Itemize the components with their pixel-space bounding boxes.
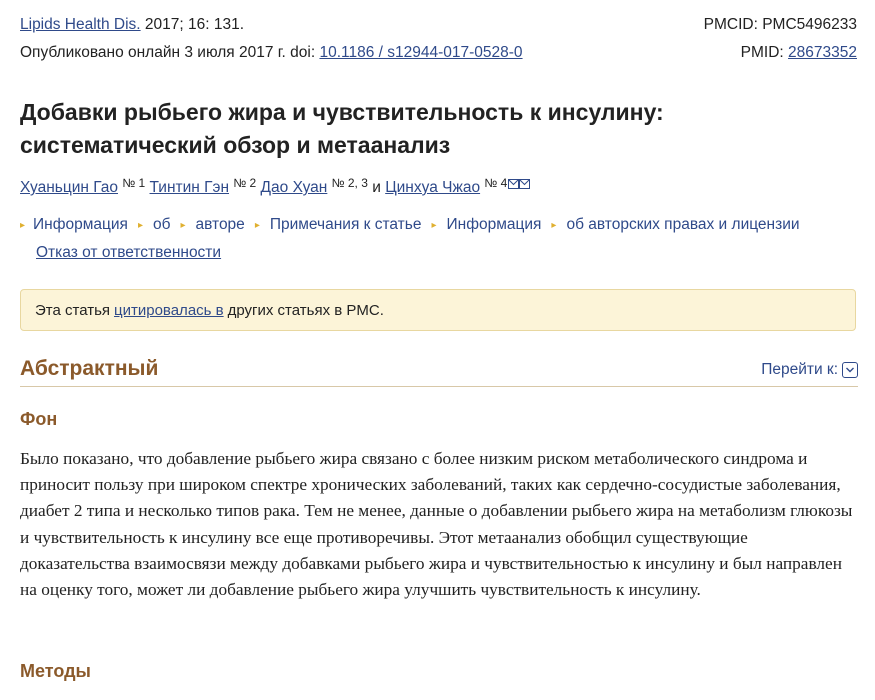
author-link[interactable]: Цинхуа Чжао bbox=[385, 179, 481, 196]
info-link[interactable]: об bbox=[152, 216, 171, 233]
author-link[interactable]: Дао Хуан bbox=[260, 179, 328, 196]
disclaimer-link[interactable]: Отказ от ответственности bbox=[36, 244, 222, 261]
notice-prefix: Эта статья bbox=[35, 301, 111, 319]
published-date: Опубликовано онлайн 3 июля 2017 г. doi: bbox=[20, 44, 320, 61]
journal-year-volume: 2017; 16: 131. bbox=[140, 16, 245, 33]
author-affiliation[interactable]: № 4 bbox=[484, 176, 508, 190]
email-icon[interactable] bbox=[508, 177, 530, 195]
citation-notice bbox=[20, 289, 856, 331]
author-list bbox=[20, 176, 530, 197]
background-text: Было показано, что добавление рыбьего жира связано с более низким риском метаболического синдрома и приносит пользу при широком спектре хронических заболеваний, таких как сердечно-сосудистые заболевания, диабет 2 типа и несколько типов рака. Тем не менее, данные о добавлении рыбьего жира на метаболизм глюкозы и чувствительность к инсулину все еще противоречивы. Этот метаанализ обобщил существующие доказательства взаимосвязи между добавками рыбьего жира и чувствительностью к инсулину и был направлен на оценку того, может ли добавление рыбьего жира улучшить чувствительность к инсулину. bbox=[20, 449, 853, 600]
background-heading: Фон bbox=[20, 409, 58, 429]
bullet-icon: ▸ bbox=[20, 219, 26, 231]
bullet-icon: ▸ bbox=[180, 219, 186, 231]
pmcid: PMCID: PMC5496233 bbox=[703, 16, 857, 33]
cited-by-link[interactable]: цитировалась в bbox=[114, 301, 224, 319]
doi-link[interactable]: 10.1186 / s12944-017-0528-0 bbox=[319, 44, 523, 61]
author-link[interactable]: Тинтин Гэн bbox=[149, 179, 230, 196]
author-affiliation[interactable]: № 2, 3 bbox=[331, 176, 368, 190]
publication-row bbox=[20, 44, 857, 62]
copyright-license-link[interactable]: об авторских правах и лицензии bbox=[566, 216, 800, 233]
citation-row bbox=[20, 16, 857, 34]
notice-suffix: других статьях в PMC. bbox=[227, 301, 384, 319]
chevron-down-icon[interactable] bbox=[842, 362, 858, 378]
bullet-icon: ▸ bbox=[551, 219, 557, 231]
author-affiliation[interactable]: № 1 bbox=[122, 176, 146, 190]
info-link[interactable]: авторе bbox=[195, 216, 245, 233]
journal-link[interactable]: Lipids Health Dis. bbox=[20, 16, 141, 33]
pmid-link[interactable]: 28673352 bbox=[788, 44, 857, 61]
jump-to-menu[interactable] bbox=[761, 361, 858, 379]
abstract-heading: Абстрактный bbox=[20, 357, 159, 380]
bullet-icon: ▸ bbox=[431, 219, 437, 231]
author-affiliation[interactable]: № 2 bbox=[233, 176, 257, 190]
pmid-info bbox=[741, 44, 857, 62]
disclaimer-row bbox=[36, 244, 221, 262]
article-title: Добавки рыбьего жира и чувствительность к инсулину: систематический обзор и метаанализ bbox=[20, 99, 664, 158]
info-link[interactable]: Информация bbox=[33, 216, 128, 233]
jump-to-label[interactable]: Перейти к: bbox=[761, 361, 838, 378]
journal-info bbox=[20, 16, 244, 34]
author-conjunction: и bbox=[372, 179, 381, 196]
pmid-label: PMID: bbox=[740, 44, 789, 61]
author-link[interactable]: Хуаньцин Гао bbox=[20, 179, 118, 196]
article-notes-link[interactable]: Примечания к статье bbox=[269, 216, 422, 233]
bullet-icon: ▸ bbox=[137, 219, 143, 231]
methods-heading: Методы bbox=[20, 661, 91, 681]
article-info-links bbox=[20, 216, 800, 234]
bullet-icon: ▸ bbox=[254, 219, 260, 231]
info-link[interactable]: Информация bbox=[446, 216, 542, 233]
abstract-header bbox=[20, 352, 858, 387]
publication-info bbox=[20, 44, 523, 62]
